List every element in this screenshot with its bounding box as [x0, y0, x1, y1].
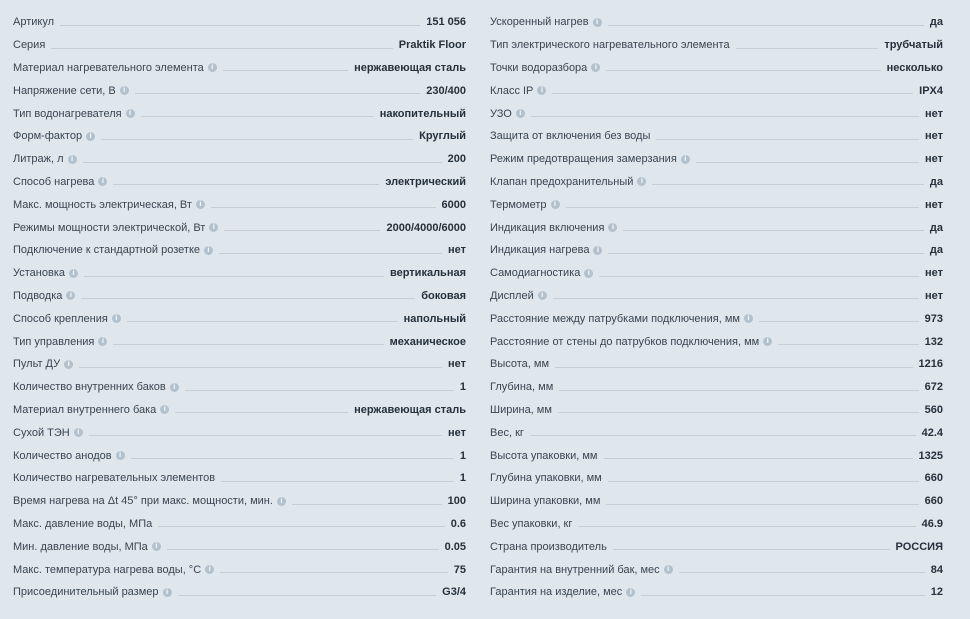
spec-row: [490, 421, 943, 444]
spec-value: 1: [459, 381, 466, 394]
spec-label: Гарантия на внутренний бак, мес: [490, 563, 660, 576]
spec-row: [13, 34, 466, 57]
spec-row: [13, 262, 466, 285]
spec-label: Материал нагревательного элемента: [13, 61, 204, 74]
info-icon[interactable]: i: [744, 314, 753, 323]
info-icon[interactable]: i: [538, 291, 547, 300]
spec-label: Время нагрева на Δt 45° при макс. мощности, мин.: [13, 495, 273, 508]
info-icon[interactable]: i: [112, 314, 121, 323]
leader-line: [599, 276, 919, 277]
spec-value: нержавеющая сталь: [354, 61, 466, 74]
spec-label: Высота, мм: [490, 358, 550, 371]
spec-label: Высота упаковки, мм: [490, 449, 598, 462]
spec-label: Форм-фактор: [13, 130, 83, 143]
info-icon[interactable]: i: [763, 337, 772, 346]
spec-label: Тип водонагревателя: [13, 107, 122, 120]
spec-value: 75: [453, 563, 466, 576]
leader-line: [552, 93, 913, 94]
spec-row: [13, 102, 466, 125]
spec-label: Подключение к стандартной розетке: [13, 244, 200, 257]
info-icon[interactable]: i: [593, 246, 602, 255]
spec-label: Расстояние от стены до патрубков подключения, мм: [490, 335, 760, 348]
info-icon[interactable]: i: [637, 177, 646, 186]
leader-line: [679, 572, 925, 573]
info-icon[interactable]: i: [98, 177, 107, 186]
spec-label: Самодиагностика: [490, 267, 581, 280]
leader-line: [606, 70, 880, 71]
info-icon[interactable]: i: [66, 291, 75, 300]
spec-row: [13, 11, 466, 34]
spec-label: Макс. температура нагрева воды, °С: [13, 563, 202, 576]
spec-label: Подводка: [13, 289, 63, 302]
spec-row: [490, 558, 943, 581]
leader-line: [696, 162, 919, 163]
spec-row: [13, 307, 466, 330]
spec-value: механическое: [389, 335, 466, 348]
leader-line: [530, 435, 916, 436]
spec-label: Клапан предохранительный: [490, 175, 634, 188]
spec-row: [490, 490, 943, 513]
spec-value: нет: [447, 244, 466, 257]
leader-line: [578, 526, 915, 527]
spec-row: [490, 57, 943, 80]
spec-label: Ускоренный нагрев: [490, 16, 589, 29]
spec-value: да: [929, 175, 943, 188]
leader-line: [84, 276, 384, 277]
info-icon[interactable]: i: [626, 588, 635, 597]
spec-row: [490, 171, 943, 194]
spec-value: 560: [924, 403, 943, 416]
spec-label: Количество анодов: [13, 449, 112, 462]
leader-line: [555, 367, 913, 368]
spec-value: 1216: [918, 358, 943, 371]
spec-value: 84: [930, 563, 943, 576]
spec-label: Мин. давление воды, МПа: [13, 540, 148, 553]
spec-label: Индикация нагрева: [490, 244, 590, 257]
spec-row: [490, 125, 943, 148]
spec-value: боковая: [421, 289, 466, 302]
leader-line: [141, 116, 374, 117]
leader-line: [101, 139, 413, 140]
spec-label: Индикация включения: [490, 221, 605, 234]
leader-line: [736, 48, 879, 49]
info-icon[interactable]: i: [126, 109, 135, 118]
spec-value: нет: [447, 358, 466, 371]
info-icon[interactable]: i: [86, 132, 95, 141]
spec-row: [490, 216, 943, 239]
spec-row: [13, 399, 466, 422]
leader-line: [558, 412, 919, 413]
info-icon[interactable]: i: [681, 155, 690, 164]
leader-line: [185, 390, 454, 391]
leader-line: [652, 184, 923, 185]
info-icon[interactable]: i: [116, 451, 125, 460]
spec-label: Артикул: [13, 16, 55, 29]
spec-row: [490, 148, 943, 171]
leader-line: [167, 549, 439, 550]
leader-line: [613, 549, 890, 550]
spec-value: 2000/4000/6000: [386, 221, 466, 234]
spec-row: [13, 558, 466, 581]
spec-row: [490, 330, 943, 353]
leader-line: [606, 504, 918, 505]
spec-label: Количество внутренних баков: [13, 381, 166, 394]
spec-label: Способ крепления: [13, 312, 108, 325]
spec-label: Макс. мощность электрическая, Вт: [13, 198, 192, 211]
spec-value: 132: [924, 335, 943, 348]
info-icon[interactable]: i: [593, 18, 602, 27]
spec-row: [490, 376, 943, 399]
spec-label: Глубина, мм: [490, 381, 554, 394]
spec-label: Класс IP: [490, 84, 534, 97]
spec-value: 42.4: [921, 426, 943, 439]
spec-label: Макс. давление воды, МПа: [13, 517, 153, 530]
leader-line: [559, 390, 918, 391]
leader-line: [60, 25, 420, 26]
spec-row: [490, 444, 943, 467]
spec-value: да: [929, 221, 943, 234]
spec-label: Сухой ТЭН: [13, 426, 70, 439]
spec-row: [13, 57, 466, 80]
leader-line: [623, 230, 923, 231]
spec-value: Praktik Floor: [398, 39, 466, 52]
spec-row: [490, 239, 943, 262]
spec-value: 660: [924, 472, 943, 485]
spec-value: 200: [447, 153, 466, 166]
info-icon[interactable]: i: [74, 428, 83, 437]
spec-value: 151 056: [426, 16, 466, 29]
leader-line: [135, 93, 421, 94]
info-icon[interactable]: i: [591, 63, 600, 72]
spec-value: 6000: [441, 198, 466, 211]
spec-label: Напряжение сети, В: [13, 84, 116, 97]
leader-line: [83, 162, 442, 163]
spec-value: электрический: [385, 175, 466, 188]
spec-label: Ширина упаковки, мм: [490, 495, 601, 508]
spec-label: Способ нагрева: [13, 175, 95, 188]
spec-label: Материал внутреннего бака: [13, 403, 157, 416]
spec-label: Ширина, мм: [490, 403, 552, 416]
spec-row: [490, 262, 943, 285]
info-icon[interactable]: i: [160, 405, 169, 414]
spec-value: 46.9: [921, 517, 943, 530]
leader-line: [641, 595, 924, 596]
info-icon[interactable]: i: [170, 383, 179, 392]
spec-row: [490, 513, 943, 536]
spec-row: [13, 193, 466, 216]
leader-line: [113, 344, 383, 345]
spec-value: напольный: [403, 312, 466, 325]
leader-line: [51, 48, 392, 49]
spec-label: Точки водоразбора: [490, 61, 588, 74]
leader-line: [220, 572, 448, 573]
leader-line: [221, 481, 454, 482]
specs-column-right: [490, 11, 943, 619]
spec-label: Тип управления: [13, 335, 95, 348]
spec-value: нет: [924, 289, 943, 302]
leader-line: [158, 526, 444, 527]
spec-row: [13, 148, 466, 171]
info-icon[interactable]: i: [163, 588, 172, 597]
spec-row: [490, 467, 943, 490]
leader-line: [127, 321, 398, 322]
leader-line: [175, 412, 348, 413]
spec-row: [13, 285, 466, 308]
leader-line: [608, 25, 924, 26]
spec-value: 12: [930, 586, 943, 599]
spec-value: 100: [447, 495, 466, 508]
spec-value: нет: [924, 153, 943, 166]
info-icon[interactable]: i: [120, 86, 129, 95]
leader-line: [223, 70, 348, 71]
specs-column-left: [13, 11, 466, 619]
spec-row: [13, 79, 466, 102]
spec-label: Количество нагревательных элементов: [13, 472, 216, 485]
spec-label: Серия: [13, 39, 46, 52]
spec-value: да: [929, 244, 943, 257]
spec-value: 1325: [918, 449, 943, 462]
spec-value: IPX4: [919, 84, 943, 97]
info-icon[interactable]: i: [204, 246, 213, 255]
spec-row: [490, 307, 943, 330]
leader-line: [79, 367, 442, 368]
spec-value: нержавеющая сталь: [354, 403, 466, 416]
leader-line: [759, 321, 919, 322]
spec-label: Вес, кг: [490, 426, 524, 439]
spec-row: [13, 467, 466, 490]
spec-value: 0.05: [444, 540, 466, 553]
spec-row: [13, 216, 466, 239]
leader-line: [224, 230, 380, 231]
info-icon[interactable]: i: [664, 565, 673, 574]
info-icon[interactable]: i: [608, 223, 617, 232]
spec-label: УЗО: [490, 107, 512, 120]
spec-value: несколько: [886, 61, 943, 74]
spec-row: [13, 330, 466, 353]
spec-label: Расстояние между патрубками подключения, мм: [490, 312, 740, 325]
spec-row: [490, 581, 943, 604]
spec-row: [13, 513, 466, 536]
spec-row: [13, 376, 466, 399]
spec-value: нет: [924, 130, 943, 143]
spec-row: [490, 353, 943, 376]
spec-label: Пульт ДУ: [13, 358, 61, 371]
spec-label: Режим предотвращения замерзания: [490, 153, 677, 166]
spec-value: 660: [924, 495, 943, 508]
spec-label: Глубина упаковки, мм: [490, 472, 602, 485]
leader-line: [81, 298, 415, 299]
info-icon[interactable]: i: [69, 269, 78, 278]
spec-row: [490, 79, 943, 102]
spec-label: Установка: [13, 267, 65, 280]
leader-line: [656, 139, 919, 140]
spec-row: [13, 490, 466, 513]
spec-row: [13, 444, 466, 467]
info-icon[interactable]: i: [277, 497, 286, 506]
spec-row: [490, 11, 943, 34]
spec-row: [490, 193, 943, 216]
leader-line: [608, 481, 919, 482]
spec-row: [490, 285, 943, 308]
spec-label: Гарантия на изделие, мес: [490, 586, 623, 599]
spec-value: Круглый: [419, 130, 466, 143]
spec-value: трубчатый: [884, 39, 943, 52]
spec-row: [13, 125, 466, 148]
spec-row: [490, 535, 943, 558]
spec-row: [13, 239, 466, 262]
spec-label: Присоединительный размер: [13, 586, 159, 599]
info-icon[interactable]: i: [208, 63, 217, 72]
leader-line: [89, 435, 442, 436]
leader-line: [608, 253, 923, 254]
spec-label: Защита от включения без воды: [490, 130, 651, 143]
info-icon[interactable]: i: [98, 337, 107, 346]
spec-value: 672: [924, 381, 943, 394]
spec-value: да: [929, 16, 943, 29]
leader-line: [113, 184, 379, 185]
spec-row: [13, 353, 466, 376]
spec-value: 973: [924, 312, 943, 325]
spec-value: 0.6: [450, 517, 466, 530]
leader-line: [778, 344, 918, 345]
leader-line: [292, 504, 442, 505]
info-icon[interactable]: i: [196, 200, 205, 209]
leader-line: [131, 458, 454, 459]
info-icon[interactable]: i: [209, 223, 218, 232]
info-icon[interactable]: i: [516, 109, 525, 118]
spec-row: [490, 399, 943, 422]
spec-label: Дисплей: [490, 289, 534, 302]
leader-line: [178, 595, 437, 596]
info-icon[interactable]: i: [537, 86, 546, 95]
leader-line: [566, 207, 919, 208]
spec-value: G3/4: [442, 586, 466, 599]
spec-value: 1: [459, 472, 466, 485]
spec-label: Тип электрического нагревательного элемента: [490, 39, 730, 52]
spec-row: [490, 102, 943, 125]
spec-value: нет: [924, 267, 943, 280]
leader-line: [219, 253, 442, 254]
spec-row: [490, 34, 943, 57]
spec-value: нет: [924, 107, 943, 120]
info-icon[interactable]: i: [551, 200, 560, 209]
leader-line: [211, 207, 436, 208]
spec-row: [13, 581, 466, 604]
leader-line: [604, 458, 913, 459]
leader-line: [553, 298, 919, 299]
spec-label: Режимы мощности электрической, Вт: [13, 221, 206, 234]
spec-label: Термометр: [490, 198, 547, 211]
leader-line: [531, 116, 919, 117]
spec-row: [13, 535, 466, 558]
spec-row: [13, 421, 466, 444]
info-icon[interactable]: i: [584, 269, 593, 278]
spec-label: Страна производитель: [490, 540, 607, 553]
spec-label: Литраж, л: [13, 153, 64, 166]
info-icon[interactable]: i: [205, 565, 214, 574]
spec-value: нет: [447, 426, 466, 439]
spec-value: вертикальная: [389, 267, 466, 280]
spec-value: 230/400: [426, 84, 466, 97]
info-icon[interactable]: i: [152, 542, 161, 551]
spec-value: нет: [924, 198, 943, 211]
spec-label: Вес упаковки, кг: [490, 517, 573, 530]
info-icon[interactable]: i: [64, 360, 73, 369]
spec-value: 1: [459, 449, 466, 462]
spec-value: накопительный: [379, 107, 466, 120]
spec-row: [13, 171, 466, 194]
spec-value: РОССИЯ: [895, 540, 943, 553]
info-icon[interactable]: i: [68, 155, 77, 164]
